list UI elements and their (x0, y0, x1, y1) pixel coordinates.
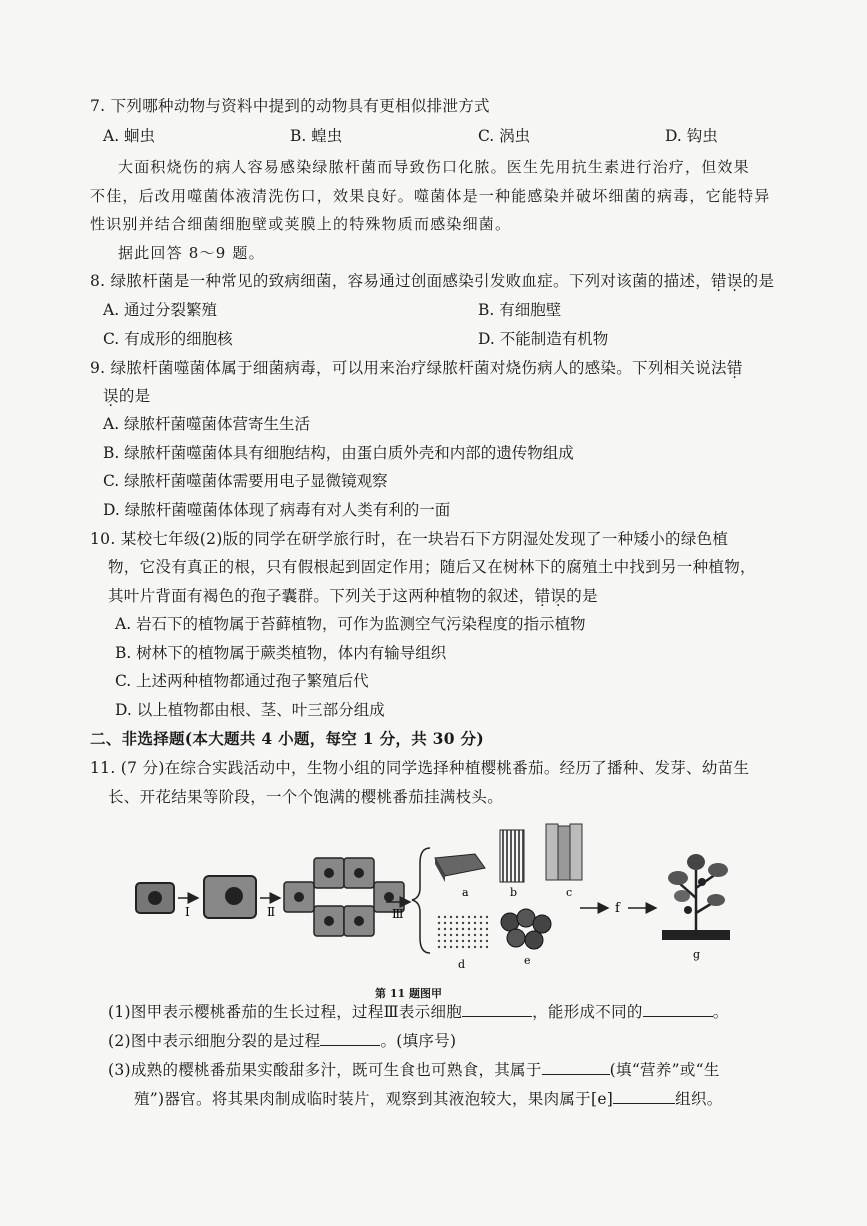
step-label-3: Ⅲ (392, 907, 404, 921)
tissue-e (501, 909, 551, 949)
enlarged-cell (204, 876, 256, 918)
tissue-b (500, 830, 524, 882)
passage-line-4: 据此回答 8～9 题。 (118, 244, 265, 262)
q11-sub-3-c: 殖”)器官。将其果肉制成临时装片，观察到其液泡较大，果肉属于[e] (134, 1090, 614, 1108)
q10-line-2: 物，它没有真正的根，只有假根起到固定作用；随后又在树林下的腐殖土中找到另一种植物， (108, 558, 756, 576)
q7-option-d: D. 钩虫 (665, 127, 718, 145)
q11-line-2: 长、开花结果等阶段，一个个饱满的樱桃番茄挂满枝头。 (108, 788, 504, 806)
q7-option-c: C. 涡虫 (478, 127, 531, 145)
q11-sub-1-a: (1)图甲表示樱桃番茄的生长过程，过程Ⅲ表示细胞 (108, 1003, 463, 1021)
q10-option-c: C. 上述两种植物都通过孢子繁殖后代 (115, 672, 369, 690)
q11-blank-3 (320, 1029, 380, 1046)
q10-option-a: A. 岩石下的植物属于苔藓植物，可作为监测空气污染程度的指示植物 (115, 615, 586, 633)
label-d: d (458, 958, 466, 971)
q11-sub-3-d: 组织。 (675, 1090, 723, 1108)
q9-option-d: D. 绿脓杆菌噬菌体体现了病毒有对人类有利的一面 (103, 501, 451, 519)
tissue-brace (412, 848, 430, 953)
q11-sub-3-line-1 (108, 1058, 720, 1081)
q11-line-1: 11. (7 分)在综合实践活动中，生物小组的同学选择种植樱桃番茄。经历了播种、发芽、幼苗生 (90, 759, 750, 777)
q11-blank-5 (613, 1087, 675, 1104)
q9-emph-char-1: 错 (726, 359, 743, 377)
q7-option-a: A. 蛔虫 (103, 127, 156, 145)
q10-line-1: 10. 某校七年级(2)版的同学在研学旅行时，在一块岩石下方阴湿处发现了一种矮小的绿色植 (90, 530, 729, 548)
step-label-2: Ⅱ (267, 905, 276, 919)
tissue-c (546, 824, 582, 880)
figure-caption: 第 11 题图甲 (375, 987, 442, 1000)
q11-blank-4 (542, 1058, 610, 1075)
q11-blank-2 (643, 1000, 713, 1017)
section-2-title: 二、非选择题(本大题共 4 小题，每空 1 分，共 30 分) (90, 729, 484, 748)
growth-process-figure (130, 818, 750, 988)
single-cell (136, 883, 174, 913)
q11-sub-1 (108, 1000, 729, 1023)
step-label-1: Ⅰ (185, 905, 190, 919)
label-e: e (524, 954, 531, 967)
q9-option-b: B. 绿脓杆菌噬菌体具有细胞结构，由蛋白质外壳和内部的遗传物组成 (103, 444, 574, 462)
label-b: b (510, 886, 518, 899)
q8-stem-prefix: 8. 绿脓杆菌是一种常见的致病细菌，容易通过创面感染引发败血症。下列对该菌的描述， (90, 272, 712, 290)
label-c: c (566, 886, 573, 899)
q9-option-c: C. 绿脓杆菌噬菌体需要用电子显微镜观察 (103, 472, 388, 490)
dividing-cells (284, 858, 404, 936)
tissue-d (436, 914, 488, 950)
q11-sub-3-line-2 (134, 1087, 723, 1110)
q11-sub-1-c: 。 (712, 1003, 729, 1021)
label-a: a (462, 886, 469, 899)
tissue-a (435, 854, 485, 882)
q8-emph-char-1: 错 (711, 272, 727, 290)
q7-option-b: B. 蝗虫 (290, 127, 343, 145)
q8-option-b: B. 有细胞壁 (478, 301, 562, 319)
q10-line-3-suffix: 的是 (566, 587, 598, 605)
tomato-plant-g (662, 854, 730, 940)
q9-stem-suffix: 的是 (118, 387, 151, 405)
q11-blank-1 (462, 1000, 532, 1017)
q9-emph-char-2: 误 (103, 387, 119, 405)
q10-option-b: B. 树林下的植物属于蕨类植物，体内有输导组织 (115, 644, 447, 662)
q9-option-a: A. 绿脓杆菌噬菌体营寄生生活 (103, 415, 311, 433)
q7-stem: 7. 下列哪种动物与资料中提到的动物具有更相似排泄方式 (90, 97, 490, 115)
label-g: g (693, 948, 701, 961)
q8-option-c: C. 有成形的细胞核 (103, 330, 233, 348)
label-f: f (615, 901, 620, 916)
q10-emph-char-1: 错 (534, 587, 551, 605)
q10-option-d: D. 以上植物都由根、茎、叶三部分组成 (115, 701, 385, 719)
q11-sub-1-b: ，能形成不同的 (532, 1003, 643, 1021)
q11-sub-2 (108, 1029, 456, 1052)
passage-line-1: 大面积烧伤的病人容易感染绿脓杆菌而导致伤口化脓。医生先用抗生素进行治疗，但效果 (118, 158, 750, 176)
passage-line-3: 性识别并结合细菌细胞壁或荚膜上的特殊物质而感染细菌。 (90, 215, 512, 233)
q10-emph-char-2: 误 (550, 587, 567, 605)
q8-option-d: D. 不能制造有机物 (478, 330, 609, 348)
q8-stem (90, 270, 774, 292)
q11-sub-2-a: (2)图中表示细胞分裂的是过程 (108, 1032, 321, 1050)
q11-sub-2-b: 。(填序号) (380, 1032, 457, 1050)
q11-sub-3-b: (填“营养”或“生 (609, 1061, 720, 1079)
q10-line-3 (108, 585, 598, 607)
q8-stem-suffix: 的是 (742, 272, 775, 290)
q9-stem-line-2 (103, 385, 150, 407)
q11-sub-3-a: (3)成熟的樱桃番茄果实酸甜多汁，既可生食也可熟食，其属于 (108, 1061, 542, 1079)
q9-stem-line-1 (90, 357, 743, 379)
q9-stem-prefix: 9. 绿脓杆菌噬菌体属于细菌病毒，可以用来治疗绿脓杆菌对烧伤病人的感染。下列相关说法 (90, 359, 727, 377)
q10-line-3-prefix: 其叶片背面有褐色的孢子囊群。下列关于这两种植物的叙述， (108, 587, 535, 605)
q8-emph-char-2: 误 (726, 272, 743, 290)
q8-option-a: A. 通过分裂繁殖 (103, 301, 218, 319)
passage-line-2: 不佳，后改用噬菌体液清洗伤口，效果良好。噬菌体是一种能感染并破坏细菌的病毒，它能特异 (90, 187, 771, 205)
